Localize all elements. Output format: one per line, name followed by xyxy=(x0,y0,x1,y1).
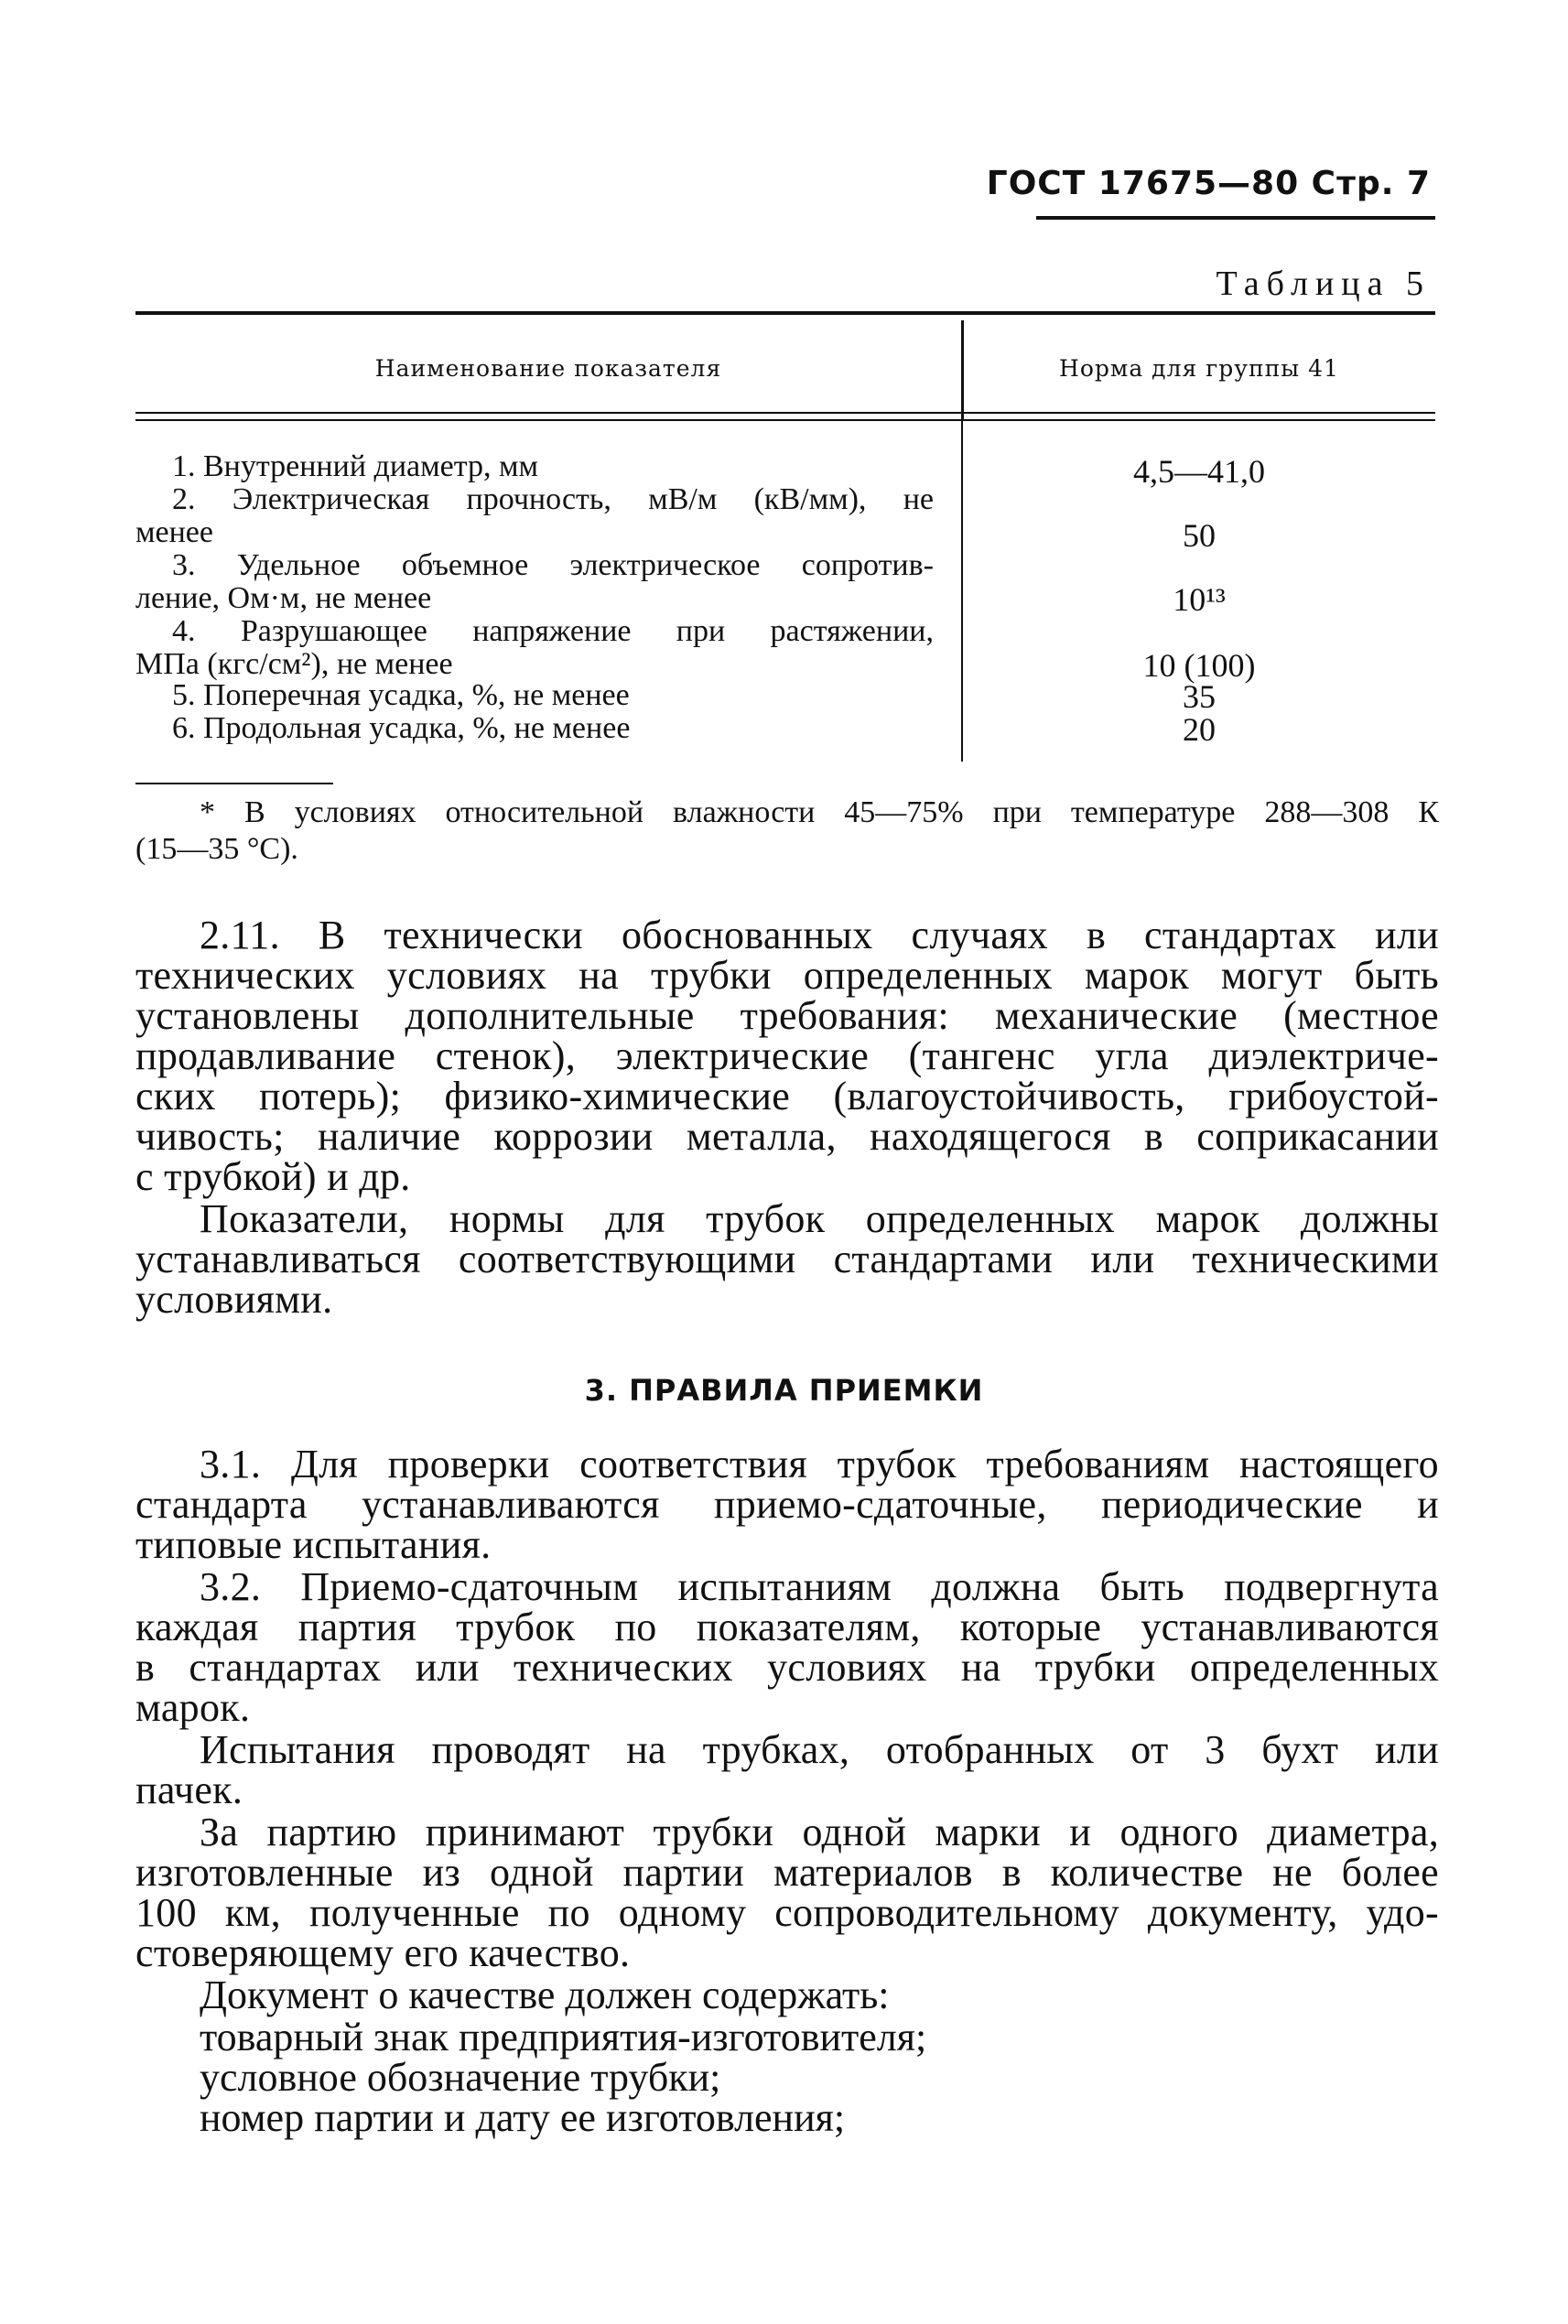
table-header-rule xyxy=(135,412,1435,414)
text-line: 3.2. Приемо-сдаточным испытаниям должна быть подвергнута xyxy=(200,1564,1439,1609)
header-rule xyxy=(1036,216,1435,220)
paragraph-3-2-tests xyxy=(135,1727,1439,1812)
text-line: стандарта устанавливаются приемо-сдаточные, периодические и xyxy=(135,1482,1439,1527)
table-row-value: 10¹³ xyxy=(1173,581,1226,618)
row-name-line: 2. Электрическая прочность, мВ/м (кВ/мм), не xyxy=(172,482,934,516)
row-name-line: 3. Удельное объемное электрическое сопротив- xyxy=(172,548,934,582)
column-header-norm: Норма для группы 41 xyxy=(1059,355,1339,382)
text-line: типовые испытания. xyxy=(135,1522,492,1567)
paragraph-2-11 xyxy=(135,915,1439,1197)
table-row-name xyxy=(135,450,934,483)
text-line: с трубкой) и др. xyxy=(135,1154,411,1199)
text-line: устанавливаться соответствующими стандартами или техническими xyxy=(135,1237,1439,1281)
text-line: ских потерь); физико-химические (влагоустойчивость, грибоустой- xyxy=(135,1074,1439,1119)
text-line: Испытания проводят на трубках, отобранных от 3 бухт или xyxy=(200,1727,1439,1772)
row-name-line: ление, Ом·м, не менее xyxy=(135,581,432,615)
table-row-name xyxy=(135,483,934,549)
text-line: 100 км, полученные по одному сопроводительному документу, удо- xyxy=(135,1890,1439,1935)
text-line: 3.1. Для проверки соответствия трубок требованиям настоящего xyxy=(200,1442,1439,1486)
table-row-value: 10 (100) xyxy=(1142,647,1256,684)
table-row-value: 50 xyxy=(1183,517,1216,554)
paragraph-3-1 xyxy=(135,1444,1439,1565)
table-row-name xyxy=(135,679,934,712)
table-row-name xyxy=(135,615,934,681)
table-caption: Таблица 5 xyxy=(1216,265,1431,303)
list-item: условное обозначение трубки; xyxy=(200,2055,721,2100)
text-line: Показатели, нормы для трубок определенных марок должны xyxy=(200,1196,1439,1241)
document-intro: Документ о качестве должен содержать: xyxy=(200,1973,890,2017)
list-item: номер партии и дату ее изготовления; xyxy=(200,2095,846,2140)
table-footnote xyxy=(135,794,1439,868)
paragraph-2-11-continued xyxy=(135,1196,1439,1322)
text-line: изготовленные из одной партии материалов в количестве не более xyxy=(135,1850,1439,1895)
paragraph-3-2-batch xyxy=(135,1812,1439,1973)
text-line: чивость; наличие коррозии металла, находящегося в соприкасании xyxy=(135,1114,1439,1159)
footnote-line: * В условиях относительной влажности 45—75% при температуре 288—308 К xyxy=(200,795,1439,829)
row-name-line: 4. Разрушающее напряжение при растяжении, xyxy=(172,614,934,648)
text-line: в стандартах или технических условиях на трубки определенных xyxy=(135,1645,1439,1690)
row-name-line: 5. Поперечная усадка, %, не менее xyxy=(172,678,630,712)
text-line: продавливание стенок), электрические (тангенс угла диэлектриче- xyxy=(135,1033,1439,1078)
text-line: каждая партия трубок по показателям, которые устанавливаются xyxy=(135,1605,1439,1649)
table-row-value: 35 xyxy=(1183,678,1216,715)
row-name-line: 1. Внутренний диаметр, мм xyxy=(172,449,539,483)
footnote-line: (15—35 °С). xyxy=(135,832,298,866)
text-line: условиями. xyxy=(135,1277,333,1322)
text-line: технических условиях на трубки определенных марок могут быть xyxy=(135,953,1439,998)
row-name-line: менее xyxy=(135,515,213,549)
table-top-rule xyxy=(135,311,1435,315)
paragraph-3-2 xyxy=(135,1564,1439,1730)
text-line: установлены дополнительные требования: механические (местное xyxy=(135,993,1439,1038)
text-line: пачек. xyxy=(135,1767,243,1812)
table-row-value: 20 xyxy=(1183,711,1216,748)
table-header-rule-double xyxy=(135,419,1435,421)
page-header: ГОСТ 17675—80 Стр. 7 xyxy=(986,165,1431,202)
text-line: 2.11. В технически обоснованных случаях в стандартах или xyxy=(200,913,1439,957)
table-row-name xyxy=(135,712,934,745)
text-line: марок. xyxy=(135,1685,251,1730)
text-line: За партию принимают трубки одной марки и одного диаметра, xyxy=(200,1810,1439,1854)
table-row-value: 4,5—41,0 xyxy=(1133,453,1265,490)
list-item: товарный знак предприятия-изготовителя; xyxy=(200,2015,927,2059)
column-header-name: Наименование показателя xyxy=(374,355,722,382)
footnote-rule xyxy=(135,783,333,784)
row-name-line: МПа (кгс/см²), не менее xyxy=(135,647,453,681)
text-line: стоверяющему его качество. xyxy=(135,1930,631,1975)
table-5 xyxy=(135,304,1435,762)
table-row-name xyxy=(135,549,934,615)
section-heading: 3. ПРАВИЛА ПРИЕМКИ xyxy=(584,1373,984,1408)
row-name-line: 6. Продольная усадка, %, не менее xyxy=(172,711,631,745)
